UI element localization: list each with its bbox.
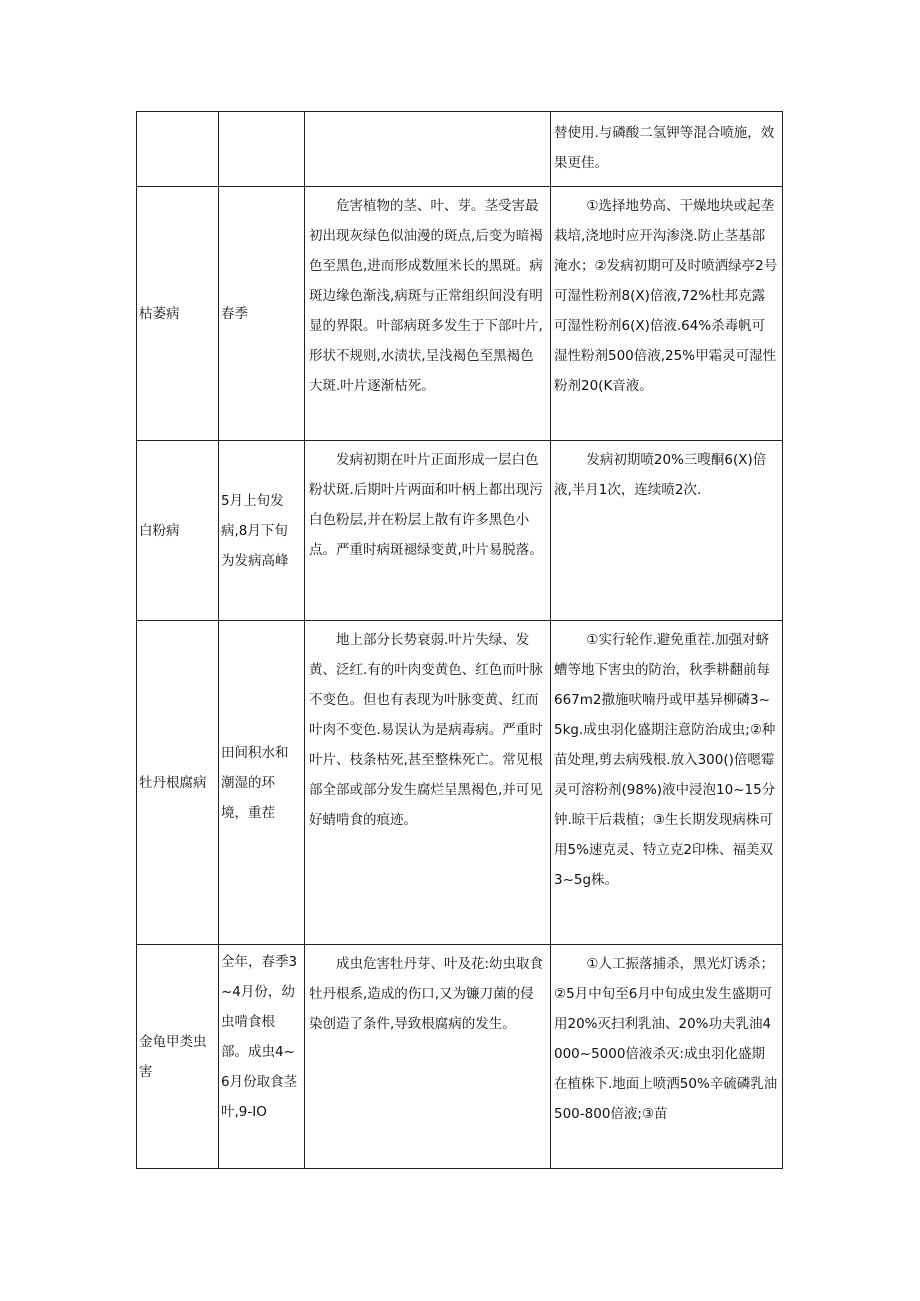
symptom-text: 地上部分长势衰弱.叶片失绿、发黄、泛红.有的叶肉变黄色、红色而叶脉不变色。但也有表现为叶脉变黄、红而叶肉不变色.易误认为是病毒病。严重时叶片、枝条枯死,甚至整株死亡。常见根部全部或部分发生腐烂呈黑褐色,并可见好蜻啃食的痕迹。 <box>309 632 543 828</box>
control-text: ①选择地势高、干燥地块或起垄栽培,浇地时应开沟渗浇.防止茎基部淹水；②发病初期可及时喷洒绿亭2号可湿性粉剂8(X)倍液,72%杜邦克露可湿性粉剂6(X)倍液.64%杀毒帆可湿性粉剂500倍液,25%甲霜灵可湿性粉剂20(K音液。 <box>554 198 778 394</box>
control-cell <box>551 441 783 621</box>
symptom-cell <box>305 112 551 187</box>
disease-name-cell <box>137 187 219 441</box>
table-row <box>137 945 783 1169</box>
table-row <box>137 112 783 187</box>
disease-name: 枯萎病 <box>139 305 180 322</box>
season-cell <box>219 441 305 621</box>
season-cell <box>219 187 305 441</box>
control-cell <box>551 187 783 441</box>
disease-name: 牡丹根腐病 <box>139 774 207 791</box>
disease-name-cell <box>137 112 219 187</box>
disease-name: 金龟甲类虫害 <box>139 1033 207 1080</box>
season-cell <box>219 112 305 187</box>
symptom-cell <box>305 187 551 441</box>
disease-name: 白粉病 <box>139 522 180 539</box>
table-row <box>137 187 783 441</box>
control-cell <box>551 945 783 1169</box>
occurrence-season: 田间积水和潮湿的环境，重茬 <box>221 744 289 821</box>
disease-name-cell <box>137 441 219 621</box>
disease-name-cell <box>137 621 219 945</box>
symptom-text: 危害植物的茎、叶、芽。茎受害最初出现灰绿色似油漫的斑点,后变为暗褐色至黑色,进而形成数厘米长的黑斑。病斑边缘色渐浅,病斑与正常组织间没有明显的界限。叶部病斑多发生于下部叶片,形状不规则,水渍状,呈浅褐色至黑褐色大斑.叶片逐渐枯死。 <box>309 198 543 394</box>
control-cell <box>551 112 783 187</box>
control-cell <box>551 621 783 945</box>
control-text: ①实行轮作.避免重茬.加强对蛴螬等地下害虫的防治，秋季耕翻前每667m2撒施吠喃丹或甲基异柳磷3~5kg.成虫羽化盛期注意防治成虫;②种苗处理,剪去病残根.放入300()倍嗯霉灵可溶粉剂(98%)液中浸泡10~15分钟.晾干后栽植；③生长期发现病株可用5%速克灵、特立克2印株、福美双3~5g株。 <box>554 632 776 888</box>
occurrence-season: 春季 <box>221 305 248 322</box>
control-text: 发病初期喷20%三嗖酮6(X)倍液,半月1次，连续喷2次. <box>554 452 767 498</box>
occurrence-season: 全年，春季3~4月份，幼虫啃食根部。成虫4~6月份取食茎叶,9-IO <box>221 954 298 1120</box>
pest-control-table <box>136 111 783 1169</box>
symptom-text: 发病初期在叶片正面形成一层白色粉状斑.后期叶片两面和叶柄上都出现污白色粉层,并在粉层上散有许多黑色小点。严重时病斑褪绿变黄,叶片易脱落。 <box>309 452 543 558</box>
table-row <box>137 441 783 621</box>
disease-name-cell <box>137 945 219 1169</box>
occurrence-season: 5月上旬发病,8月下旬为发病高峰 <box>221 492 289 569</box>
symptom-cell <box>305 621 551 945</box>
season-cell <box>219 945 305 1169</box>
symptom-cell <box>305 945 551 1169</box>
symptom-cell <box>305 441 551 621</box>
control-text: 替使用.与磷酸二氢钾等混合喷施，效果更佳。 <box>554 125 775 171</box>
season-cell <box>219 621 305 945</box>
table-row <box>137 621 783 945</box>
symptom-text: 成虫危害牡丹芽、叶及花:幼虫取食牡丹根系,造成的伤口,又为镰刀菌的侵染创造了条件,导致根腐病的发生。 <box>309 956 544 1032</box>
control-text: ①人工振落捕杀，黑光灯诱杀；②5月中旬至6月中旬成虫发生盛期可用20%灭扫利乳油、20%功夫乳油4000~5000倍液杀灭:成虫羽化盛期在植株下.地面上喷洒50%辛硫磷乳油500-800倍液;③苗 <box>554 956 778 1122</box>
